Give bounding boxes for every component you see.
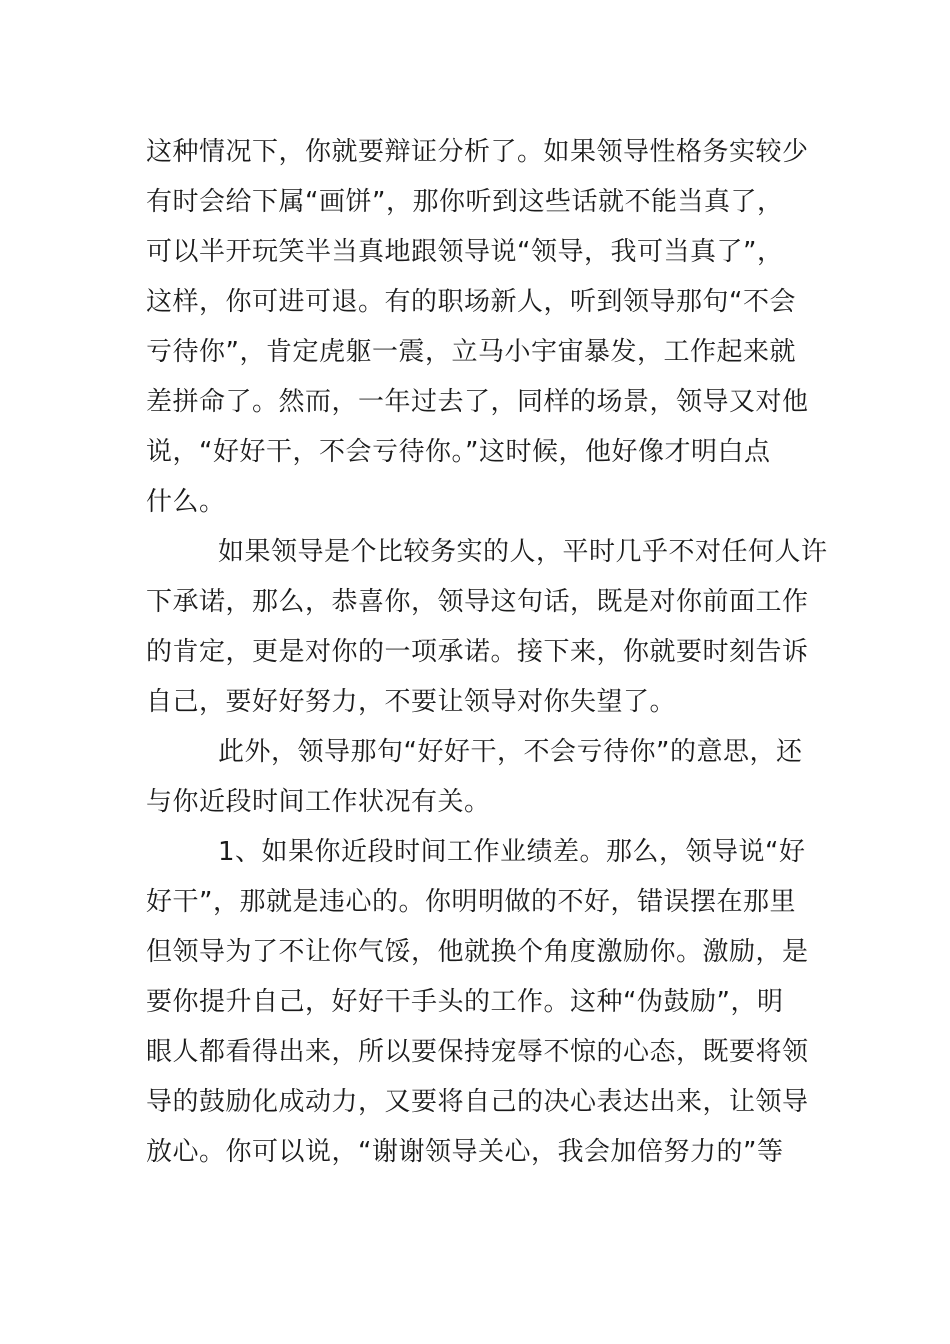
text-line: 好干”，那就是违心的。你明明做的不好，错误摆在那里 [146, 887, 796, 917]
text-line: 可以半开玩笑半当真地跟领导说“领导，我可当真了”， [146, 237, 784, 267]
text-line: 这种情况下，你就要辩证分析了。如果领导性格务实较少 [146, 137, 809, 167]
paragraph-start-line: 1、如果你近段时间工作业绩差。那么，领导说“好 [218, 837, 806, 867]
text-line: 亏待你”，肯定虎躯一震，立马小宇宙暴发，工作起来就 [146, 337, 796, 367]
text-line: 与你近段时间工作状况有关。 [146, 787, 491, 817]
text-line: 下承诺，那么，恭喜你，领导这句话，既是对你前面工作 [146, 587, 809, 617]
text-line: 放心。你可以说，“谢谢领导关心，我会加倍努力的”等 [146, 1137, 784, 1167]
document-body [146, 127, 828, 1177]
paragraph-start-line: 如果领导是个比较务实的人，平时几乎不对任何人许 [218, 537, 828, 567]
paragraph-start-line: 此外，领导那句“好好干，不会亏待你”的意思，还 [218, 737, 803, 767]
text-line: 说，“好好干，不会亏待你。”这时候，他好像才明白点 [146, 437, 771, 467]
text-line: 的肯定，更是对你的一项承诺。接下来，你就要时刻告诉 [146, 637, 809, 667]
text-line: 差拼命了。然而，一年过去了，同样的场景，领导又对他 [146, 387, 809, 417]
text-line: 这样，你可进可退。有的职场新人，听到领导那句“不会 [146, 287, 796, 317]
text-line: 什么。 [146, 487, 226, 517]
text-line: 但领导为了不让你气馁，他就换个角度激励你。激励，是 [146, 937, 809, 967]
text-line: 自己，要好好努力，不要让领导对你失望了。 [146, 687, 677, 717]
text-line: 导的鼓励化成动力，又要将自己的决心表达出来，让领导 [146, 1087, 809, 1117]
text-line: 眼人都看得出来，所以要保持宠辱不惊的心态，既要将领 [146, 1037, 809, 1067]
text-line: 有时会给下属“画饼”，那你听到这些话就不能当真了， [146, 187, 784, 217]
text-line: 要你提升自己，好好干手头的工作。这种“伪鼓励”，明 [146, 987, 784, 1017]
